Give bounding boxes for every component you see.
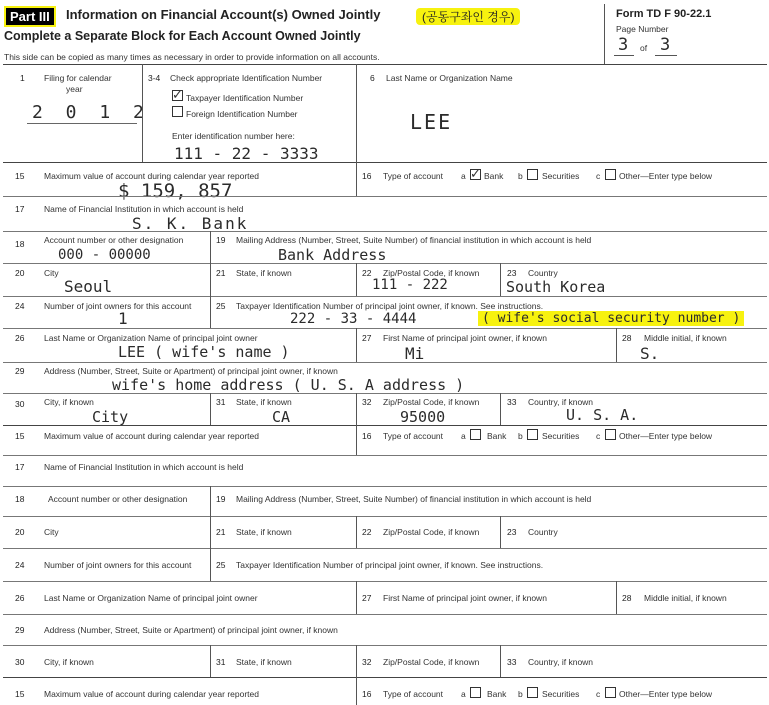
field-label: Type of account bbox=[383, 689, 444, 699]
field-label: Zip/Postal Code, if known bbox=[383, 527, 480, 537]
field-label: Foreign Identification Number bbox=[186, 109, 298, 119]
field-label: Type of account bbox=[383, 431, 444, 441]
field-label: Middle initial, if known bbox=[644, 593, 727, 603]
field-number: 15 bbox=[15, 689, 25, 699]
form-rule bbox=[210, 645, 211, 677]
page-total: 3 bbox=[660, 35, 671, 55]
form-rule bbox=[210, 393, 211, 425]
field-label: State, if known bbox=[236, 268, 292, 278]
field-label: Taxpayer Identification Number bbox=[186, 93, 304, 103]
form-rule bbox=[3, 362, 767, 363]
country-value[interactable]: South Korea bbox=[506, 278, 606, 296]
other-checkbox[interactable] bbox=[605, 169, 616, 180]
form-rule bbox=[3, 425, 767, 426]
securities-checkbox[interactable] bbox=[527, 169, 538, 180]
field-number: 32 bbox=[362, 397, 372, 407]
field-number: 3-4 bbox=[148, 73, 161, 83]
joint-state-value[interactable]: CA bbox=[272, 408, 291, 426]
field-label: Taxpayer Identification Number of principal joint owner, if known. See instructions. bbox=[236, 560, 544, 570]
field-label: Name of Financial Institution in which account is held bbox=[44, 204, 244, 214]
form-rule bbox=[500, 263, 501, 296]
field-number: 19 bbox=[216, 494, 226, 504]
other-checkbox-3[interactable] bbox=[605, 687, 616, 698]
mailing-address-value[interactable]: Bank Address bbox=[278, 246, 387, 264]
form-rule bbox=[210, 548, 211, 581]
securities-checkbox-2[interactable] bbox=[527, 429, 538, 440]
form-rule bbox=[3, 263, 767, 264]
field-number: 28 bbox=[622, 333, 632, 343]
form-rule bbox=[616, 581, 617, 614]
field-label: Other—Enter type below bbox=[619, 431, 713, 441]
joint-city-value[interactable]: City bbox=[92, 408, 129, 426]
form-rule bbox=[3, 393, 767, 394]
last-name-value[interactable]: LEE bbox=[410, 110, 453, 134]
joint-country-value[interactable]: U. S. A. bbox=[566, 406, 639, 424]
joint-last-name-value[interactable]: LEE ( wife's name ) bbox=[118, 343, 290, 361]
field-label: Maximum value of account during calendar year reported bbox=[44, 689, 259, 699]
field-label: Type of account bbox=[383, 171, 444, 181]
field-number: 21 bbox=[216, 527, 226, 537]
field-label: c bbox=[596, 171, 601, 181]
field-number: 15 bbox=[15, 171, 25, 181]
field-number: 30 bbox=[15, 657, 25, 667]
form-rule bbox=[500, 516, 501, 548]
form-rule bbox=[356, 162, 357, 196]
field-label: Country bbox=[528, 268, 558, 278]
page-underline-2 bbox=[655, 55, 677, 56]
field-label: Maximum value of account during calendar year reported bbox=[44, 171, 259, 181]
form-rule bbox=[616, 328, 617, 362]
field-label: First Name of principal joint owner, if known bbox=[383, 593, 547, 603]
tin-check-mark: ✓ bbox=[172, 87, 183, 102]
field-label: Country, if known bbox=[528, 657, 594, 667]
form-rule bbox=[3, 548, 767, 549]
field-number: 26 bbox=[15, 333, 25, 343]
page-number-label: Page Number bbox=[616, 24, 669, 34]
field-label: Country, if known bbox=[528, 397, 594, 407]
field-label: Address (Number, Street, Suite or Apartment) of principal joint owner, if known bbox=[44, 625, 338, 635]
field-number: 16 bbox=[362, 171, 372, 181]
field-label: b bbox=[518, 431, 523, 441]
field-number: 20 bbox=[15, 268, 25, 278]
field-label: c bbox=[596, 431, 601, 441]
field-number: 24 bbox=[15, 301, 25, 311]
page-underline-1 bbox=[614, 55, 634, 56]
field-label: Check appropriate Identification Number bbox=[170, 73, 323, 83]
joint-tin-note: ( wife's social security number ) bbox=[478, 311, 744, 326]
form-rule bbox=[3, 614, 767, 615]
f1-label: Filing for calendar bbox=[44, 73, 112, 83]
form-rule bbox=[356, 677, 357, 705]
joint-middle-initial-value[interactable]: S. bbox=[640, 344, 660, 363]
field-label: City bbox=[44, 527, 59, 537]
field-number: 20 bbox=[15, 527, 25, 537]
field-number: 22 bbox=[362, 268, 372, 278]
field-label: Last Name or Organization Name bbox=[386, 73, 513, 83]
field-label: Account number or other designation bbox=[48, 494, 188, 504]
form-rule bbox=[500, 645, 501, 677]
korean-note: (공동구좌인 경우) bbox=[416, 8, 520, 25]
field-number: 21 bbox=[216, 268, 226, 278]
field-number: 17 bbox=[15, 204, 25, 214]
form-rule bbox=[356, 581, 357, 614]
form-rule bbox=[210, 516, 211, 548]
zip-value[interactable]: 111 - 222 bbox=[372, 277, 448, 293]
field-label: State, if known bbox=[236, 397, 292, 407]
field-label: Enter identification number here: bbox=[172, 131, 295, 141]
form-rule bbox=[210, 486, 211, 516]
field-label: First Name of principal joint owner, if known bbox=[383, 333, 547, 343]
form-subtitle: Complete a Separate Block for Each Account Owned Jointly bbox=[4, 29, 361, 43]
form-rule bbox=[356, 328, 357, 362]
field-label: State, if known bbox=[236, 657, 292, 667]
bank-checkbox-2[interactable] bbox=[470, 429, 481, 440]
field-label: State, if known bbox=[236, 527, 292, 537]
field-number: 16 bbox=[362, 431, 372, 441]
field-label: Zip/Postal Code, if known bbox=[383, 657, 480, 667]
field-number: 16 bbox=[362, 689, 372, 699]
field-label: City, if known bbox=[44, 397, 94, 407]
form-rule bbox=[604, 4, 605, 64]
form-rule bbox=[356, 645, 357, 677]
field-label: Other—Enter type below bbox=[619, 689, 713, 699]
field-label: City, if known bbox=[44, 657, 94, 667]
field-number: 27 bbox=[362, 593, 372, 603]
form-rule bbox=[142, 64, 143, 162]
form-rule bbox=[3, 196, 767, 197]
field-number: 15 bbox=[15, 431, 25, 441]
form-rule bbox=[3, 296, 767, 297]
field-label: Bank bbox=[484, 171, 504, 181]
form-note: This side can be copied as many times as necessary in order to provide information on all accounts. bbox=[4, 52, 380, 62]
field-number: 18 bbox=[15, 239, 25, 249]
calendar-year-value[interactable]: 2 0 1 2 bbox=[32, 102, 150, 123]
field-label: Name of Financial Institution in which account is held bbox=[44, 462, 244, 472]
field-label: c bbox=[596, 689, 601, 699]
field-number: 26 bbox=[15, 593, 25, 603]
field-number: 28 bbox=[622, 593, 632, 603]
form-rule bbox=[3, 581, 767, 582]
field-number: 30 bbox=[15, 399, 25, 409]
field-label: Last Name or Organization Name of principal joint owner bbox=[44, 593, 258, 603]
city-value[interactable]: Seoul bbox=[64, 277, 113, 296]
form-name: Form TD F 90-22.1 bbox=[616, 8, 712, 20]
form-rule bbox=[356, 64, 357, 162]
field-number: 33 bbox=[507, 657, 517, 667]
field-number: 6 bbox=[370, 73, 375, 83]
field-label: Bank bbox=[487, 689, 507, 699]
field-label: a bbox=[461, 431, 466, 441]
field-number: 29 bbox=[15, 625, 25, 635]
id-number-value[interactable]: 111 - 22 - 3333 bbox=[174, 144, 319, 163]
field-label: Zip/Postal Code, if known bbox=[383, 268, 480, 278]
field-label: Taxpayer Identification Number of principal joint owner, if known. See instructions. bbox=[236, 301, 544, 311]
securities-checkbox-3[interactable] bbox=[527, 687, 538, 698]
field-label: a bbox=[461, 689, 466, 699]
field-label: Number of joint owners for this account bbox=[44, 301, 192, 311]
joint-tin-value[interactable]: 222 - 33 - 4444 bbox=[290, 311, 417, 327]
field-label: Mailing Address (Number, Street, Suite Number) of financial institution in which account is held bbox=[236, 235, 592, 245]
field-number: 23 bbox=[507, 268, 517, 278]
field-label: year bbox=[66, 84, 83, 94]
field-number: 25 bbox=[216, 301, 226, 311]
form-rule bbox=[356, 393, 357, 425]
field-number: 24 bbox=[15, 560, 25, 570]
field-label: Address (Number, Street, Suite or Apartment) of principal joint owner, if known bbox=[44, 366, 338, 376]
field-label: Country bbox=[528, 527, 558, 537]
field-label: Other—Enter type below bbox=[619, 171, 713, 181]
joint-owners-value[interactable]: 1 bbox=[118, 309, 128, 328]
field-label: Middle initial, if known bbox=[644, 333, 727, 343]
field-number: 19 bbox=[216, 235, 226, 245]
form-rule bbox=[210, 231, 211, 263]
field-label: Last Name or Organization Name of principal joint owner bbox=[44, 333, 258, 343]
page-of: of bbox=[640, 43, 648, 53]
joint-address-value[interactable]: wife's home address ( U. S. A address ) bbox=[112, 376, 465, 394]
field-label: b bbox=[518, 689, 523, 699]
field-number: 18 bbox=[15, 494, 25, 504]
joint-zip-value[interactable]: 95000 bbox=[400, 408, 446, 426]
field-label: Mailing Address (Number, Street, Suite Number) of financial institution in which account is held bbox=[236, 494, 592, 504]
form-rule bbox=[3, 455, 767, 456]
part-badge: Part III bbox=[4, 6, 56, 27]
field-number: 29 bbox=[15, 366, 25, 376]
field-number: 32 bbox=[362, 657, 372, 667]
form-rule bbox=[210, 296, 211, 328]
form-rule bbox=[3, 645, 767, 646]
field-number: 22 bbox=[362, 527, 372, 537]
form-rule bbox=[500, 393, 501, 425]
form-rule bbox=[356, 263, 357, 296]
field-number: 27 bbox=[362, 333, 372, 343]
field-label: Zip/Postal Code, if known bbox=[383, 397, 480, 407]
form-rule bbox=[3, 677, 767, 678]
page-current: 3 bbox=[618, 35, 629, 55]
field-number: 31 bbox=[216, 397, 226, 407]
institution-value[interactable]: S. K. Bank bbox=[132, 214, 249, 233]
form-rule bbox=[3, 162, 767, 163]
field-label: b bbox=[518, 171, 523, 181]
field-label: Account number or other designation bbox=[44, 235, 184, 245]
field-label: Number of joint owners for this account bbox=[44, 560, 192, 570]
form-rule bbox=[3, 328, 767, 329]
form-rule bbox=[3, 516, 767, 517]
form-title: Information on Financial Account(s) Owned Jointly bbox=[66, 7, 381, 22]
field-number: 1 bbox=[20, 73, 25, 83]
field-label: Maximum value of account during calendar year reported bbox=[44, 431, 259, 441]
field-number: 33 bbox=[507, 397, 517, 407]
account-number-value[interactable]: 000 - 00000 bbox=[58, 247, 151, 263]
form-rule bbox=[356, 425, 357, 455]
form-rule bbox=[210, 263, 211, 296]
form-rule bbox=[3, 486, 767, 487]
field-label: Bank bbox=[487, 431, 507, 441]
form-rule bbox=[356, 516, 357, 548]
bank-checkbox-3[interactable] bbox=[470, 687, 481, 698]
field-number: 25 bbox=[216, 560, 226, 570]
field-label: City bbox=[44, 268, 59, 278]
field-label: Securities bbox=[542, 431, 580, 441]
field-label: Securities bbox=[542, 689, 580, 699]
field-label: Securities bbox=[542, 171, 580, 181]
field-number: 17 bbox=[15, 462, 25, 472]
form-rule bbox=[3, 64, 767, 65]
form-rule bbox=[3, 231, 767, 232]
field-number: 23 bbox=[507, 527, 517, 537]
field-label: a bbox=[461, 171, 466, 181]
other-checkbox-2[interactable] bbox=[605, 429, 616, 440]
foreign-checkbox[interactable] bbox=[172, 106, 183, 117]
joint-first-name-value[interactable]: Mi bbox=[405, 344, 425, 363]
bank-check-mark: ✓ bbox=[470, 166, 481, 181]
field-number: 31 bbox=[216, 657, 226, 667]
max-value[interactable]: $ 159, 857 bbox=[118, 180, 233, 202]
